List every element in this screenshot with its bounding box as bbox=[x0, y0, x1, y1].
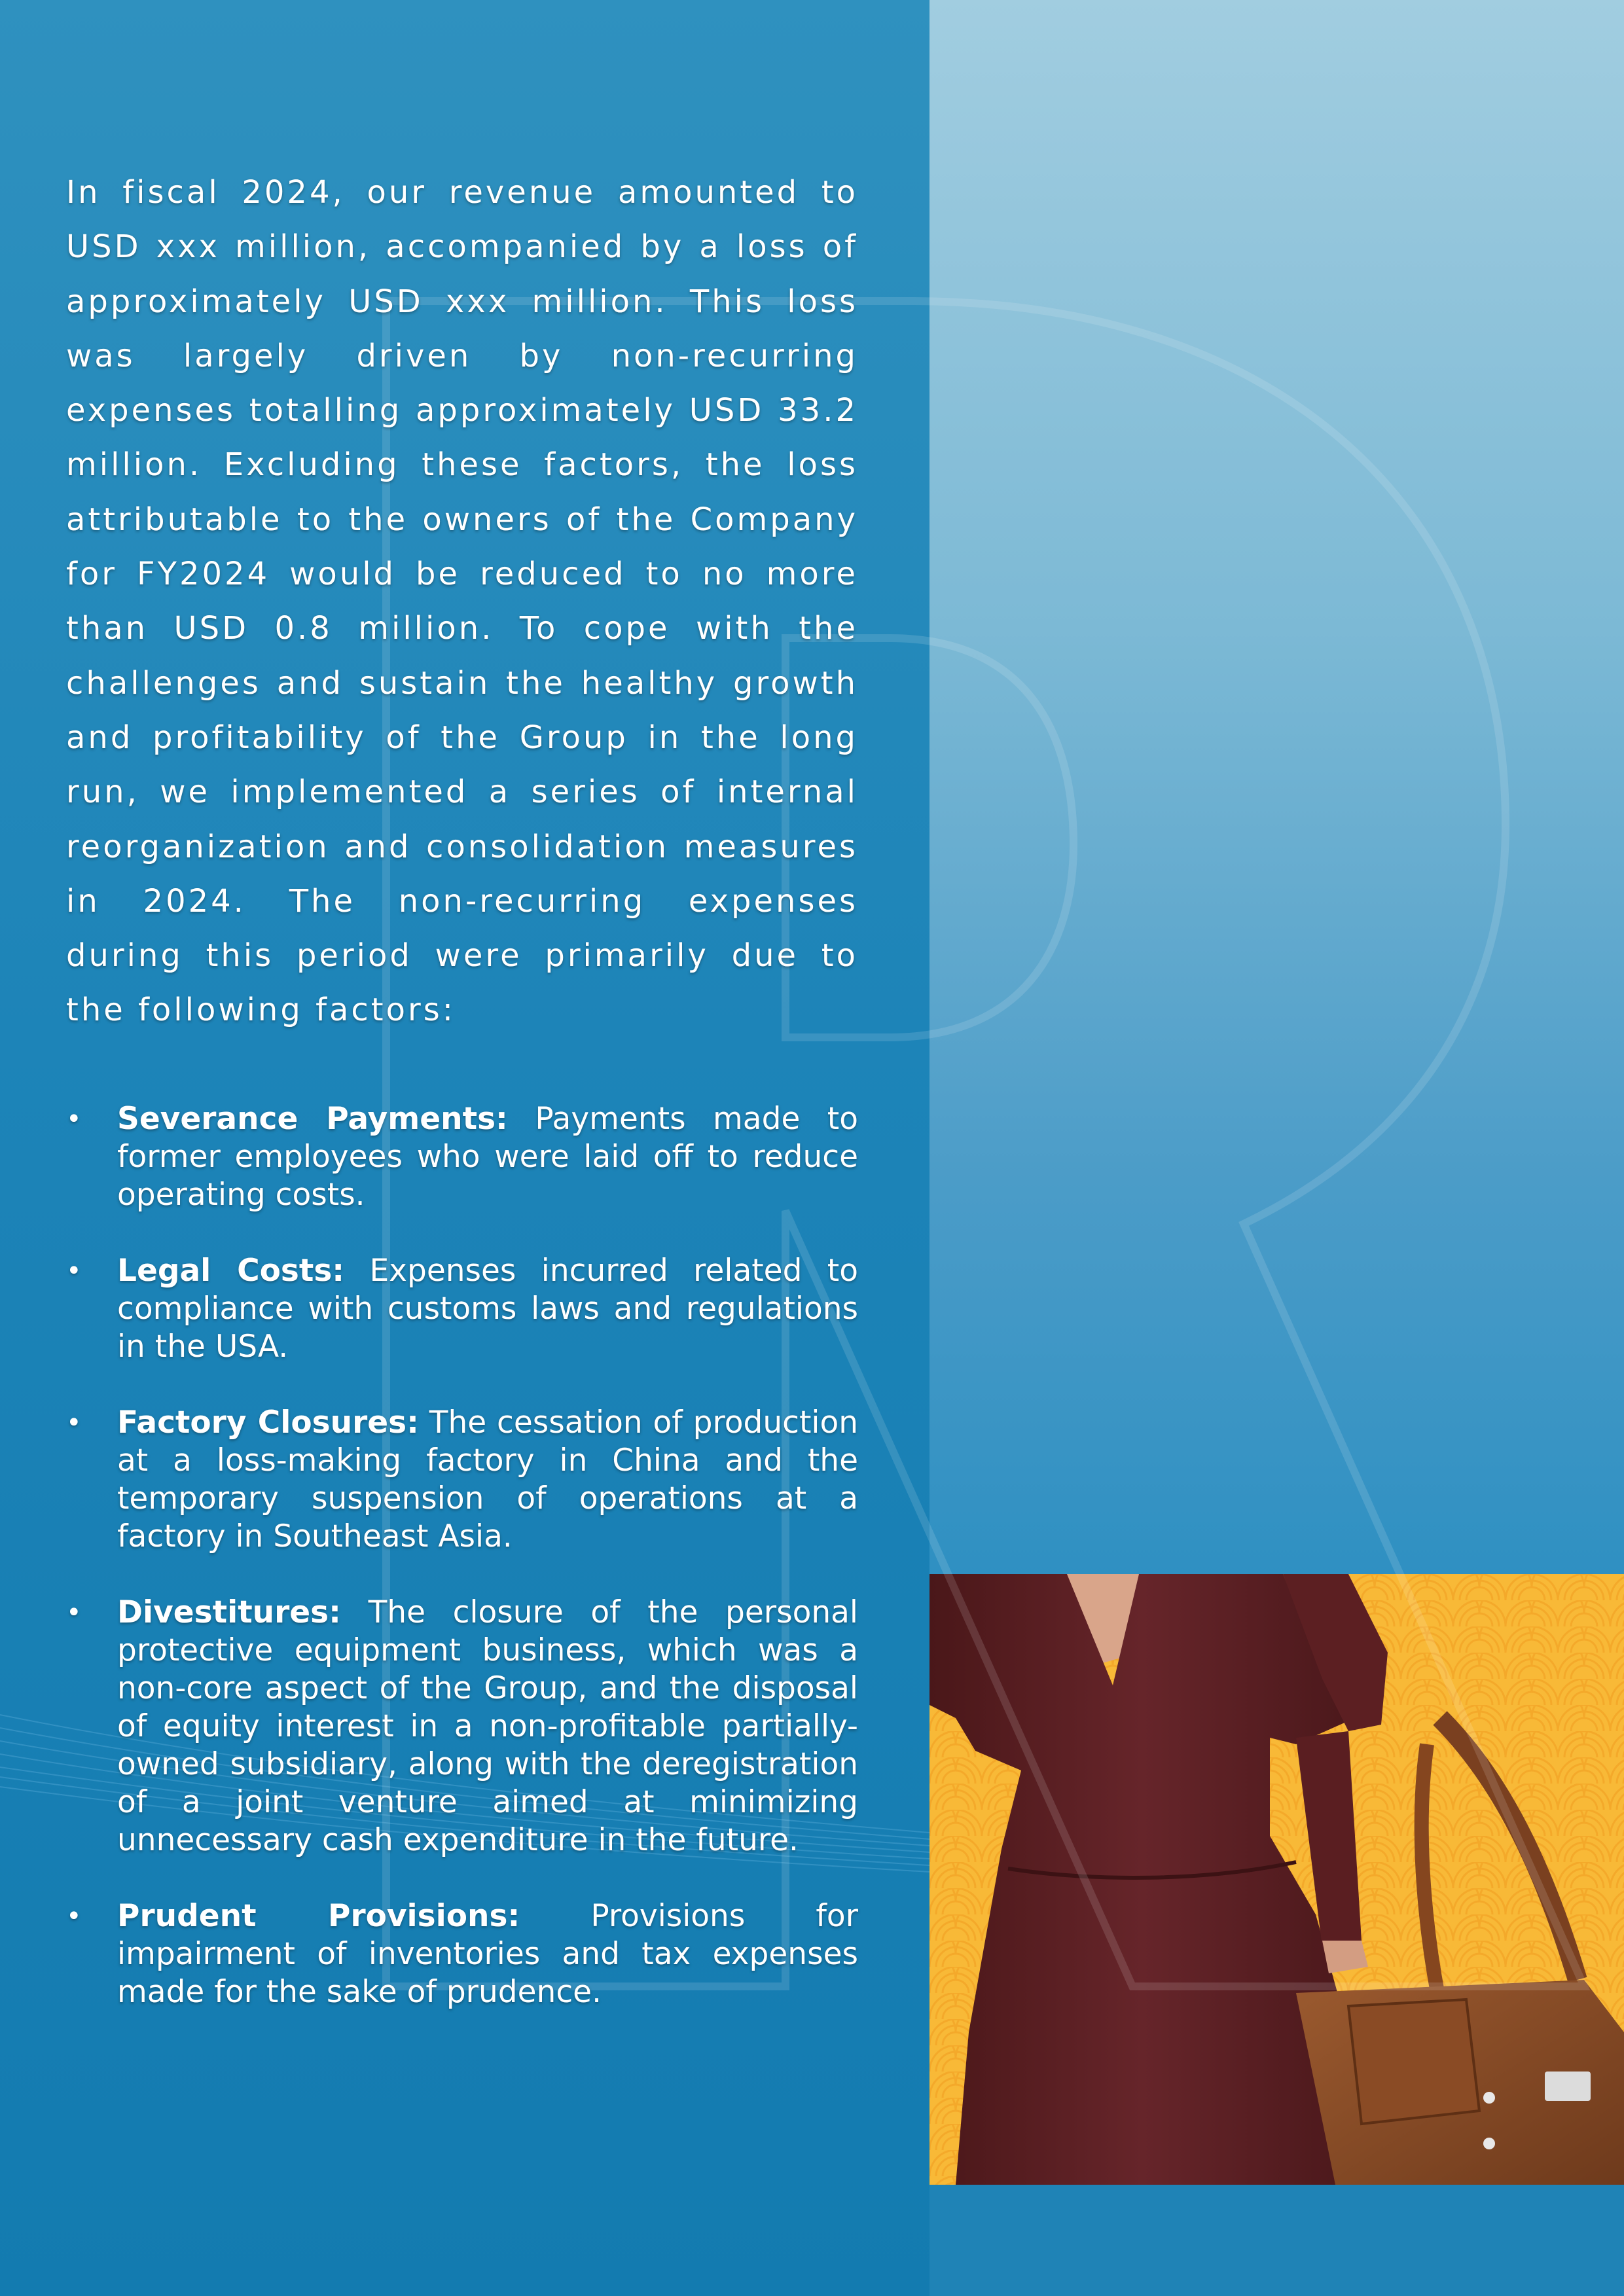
fashion-photo bbox=[929, 1574, 1624, 2185]
right-light-blue-panel bbox=[929, 0, 1624, 1574]
bullet-text: The cessation of production at a loss-making factory in China and the temporary suspension of operations at a factory in Southeast Asia. bbox=[117, 1404, 858, 1554]
bullet-title: Divestitures: bbox=[117, 1594, 341, 1630]
bullet-icon: • bbox=[66, 1255, 82, 1286]
bullet-text: Payments made to former employees who were laid off to reduce operating costs. bbox=[117, 1100, 858, 1213]
list-item bbox=[66, 1897, 858, 2011]
expense-factors-list bbox=[66, 1100, 858, 2011]
list-item bbox=[66, 1404, 858, 1556]
bullet-text: Provisions for impairment of inventories and tax expenses made for the sake of prudence. bbox=[117, 1897, 859, 2010]
bullet-text: The closure of the personal protective equipment business, which was a non-core aspect of the Group, and the disposal of equity interest in a non-profitable partially-owned subsidiary, along with the deregistration of a joint venture aimed at minimizing unnecessary cash expenditure in the future. bbox=[117, 1594, 858, 1858]
bullet-title: Legal Costs: bbox=[117, 1252, 345, 1289]
bullet-title: Factory Closures: bbox=[117, 1404, 419, 1441]
bullet-icon: • bbox=[66, 1407, 82, 1438]
bullet-text: Expenses incurred related to compliance with customs laws and regulations in the USA. bbox=[117, 1252, 858, 1365]
intro-paragraph: In fiscal 2024, our revenue amounted to USD xxx million, accompanied by a loss of approximately USD xxx million. This loss was largely driven by non-recurring expenses totalling approximately USD 33.2 million. Excluding these factors, the loss attributable to the owners of the Company for FY2024 would be reduced to no more than USD 0.8 million. To cope with the challenges and sustain the healthy growth and profitability of the Group in the long run, we implemented a series of internal reorganization and consolidation measures in 2024. The non-recurring expenses during this period were primarily due to the following factors: bbox=[66, 174, 858, 1029]
list-item bbox=[66, 1594, 858, 1859]
bullet-icon: • bbox=[66, 1103, 82, 1134]
main-text-column bbox=[66, 166, 858, 2049]
list-item bbox=[66, 1252, 858, 1366]
bullet-title: Prudent Provisions: bbox=[117, 1897, 520, 1934]
right-bottom-strip bbox=[929, 2185, 1624, 2296]
bullet-title: Severance Payments: bbox=[117, 1100, 508, 1137]
bullet-icon: • bbox=[66, 1901, 82, 1931]
bullet-icon: • bbox=[66, 1597, 82, 1628]
list-item bbox=[66, 1100, 858, 1214]
